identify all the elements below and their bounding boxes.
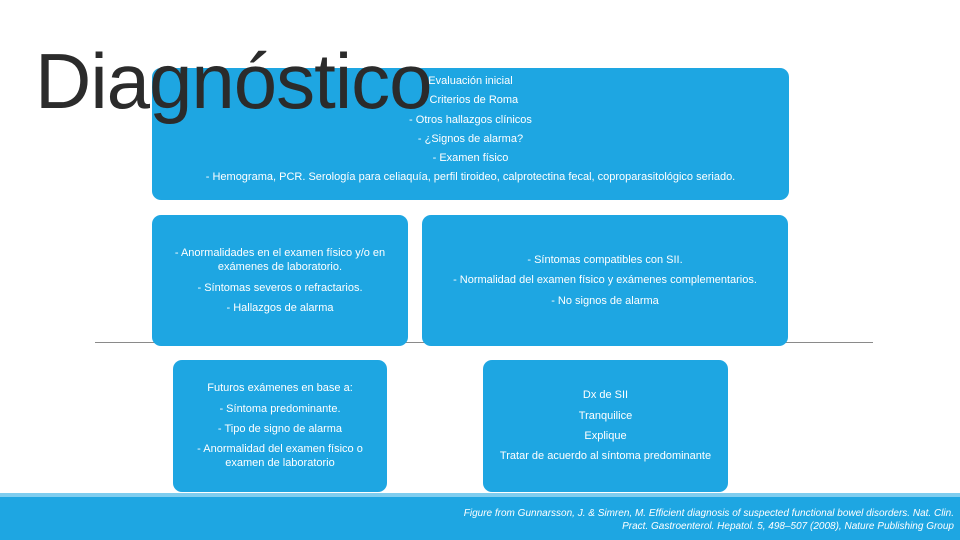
box-text-line: - Síntomas severos o refractarios. <box>197 281 363 294</box>
box-text-line: - Hemograma, PCR. Serología para celiaquía, perfil tiroideo, calprotectina fecal, coproparasitológico seriado. <box>205 171 736 184</box>
box-abnormal-findings <box>152 215 408 346</box>
caption-line: Figure from Gunnarsson, J. & Simren, M. Efficient diagnosis of suspected functional bowel disorders. Nat. Clin. <box>463 508 954 519</box>
box-text-line: Dx de SII <box>582 389 629 402</box>
box-text-line: - Criterios de Roma <box>422 94 519 107</box>
box-text-line: - ¿Signos de alarma? <box>417 132 524 145</box>
box-text-line: - Tipo de signo de alarma <box>217 422 343 435</box>
caption-line: Pract. Gastroenterol. Hepatol. 5, 498–507 (2008), Nature Publishing Group <box>622 521 954 532</box>
box-text-line: - No signos de alarma <box>551 294 659 307</box>
slide-title: Diagnóstico <box>35 37 432 125</box>
box-text-line: - Examen físico <box>432 152 509 165</box>
box-text-line: - Síntomas compatibles con SII. <box>527 254 683 267</box>
box-text-line: Explique <box>584 430 627 442</box>
box-text-line: Tranquilice <box>578 409 633 422</box>
box-ibs-compatible <box>422 215 788 346</box>
box-text-line: - Síntoma predominante. <box>219 402 341 415</box>
box-text-line: - Normalidad del examen físico y exámenes complementarios. <box>453 274 757 287</box>
box-text-line: Futuros exámenes en base a: <box>207 382 353 395</box>
figure-caption <box>394 507 954 533</box>
box-text-line: - Otros hallazgos clínicos <box>409 113 532 126</box>
box-text-line: - Anormalidad del examen físico o examen de laboratorio <box>197 443 363 470</box>
box-text-line: Tratar de acuerdo al síntoma predominante <box>499 450 712 463</box>
box-text-line: Evaluación inicial <box>428 75 513 87</box>
box-ibs-diagnosis <box>483 360 728 492</box>
box-text-line: - Hallazgos de alarma <box>226 301 334 314</box>
box-future-exams <box>173 360 387 492</box>
box-text-line: - Anormalidades en el examen físico y/o en exámenes de laboratorio. <box>174 246 386 274</box>
